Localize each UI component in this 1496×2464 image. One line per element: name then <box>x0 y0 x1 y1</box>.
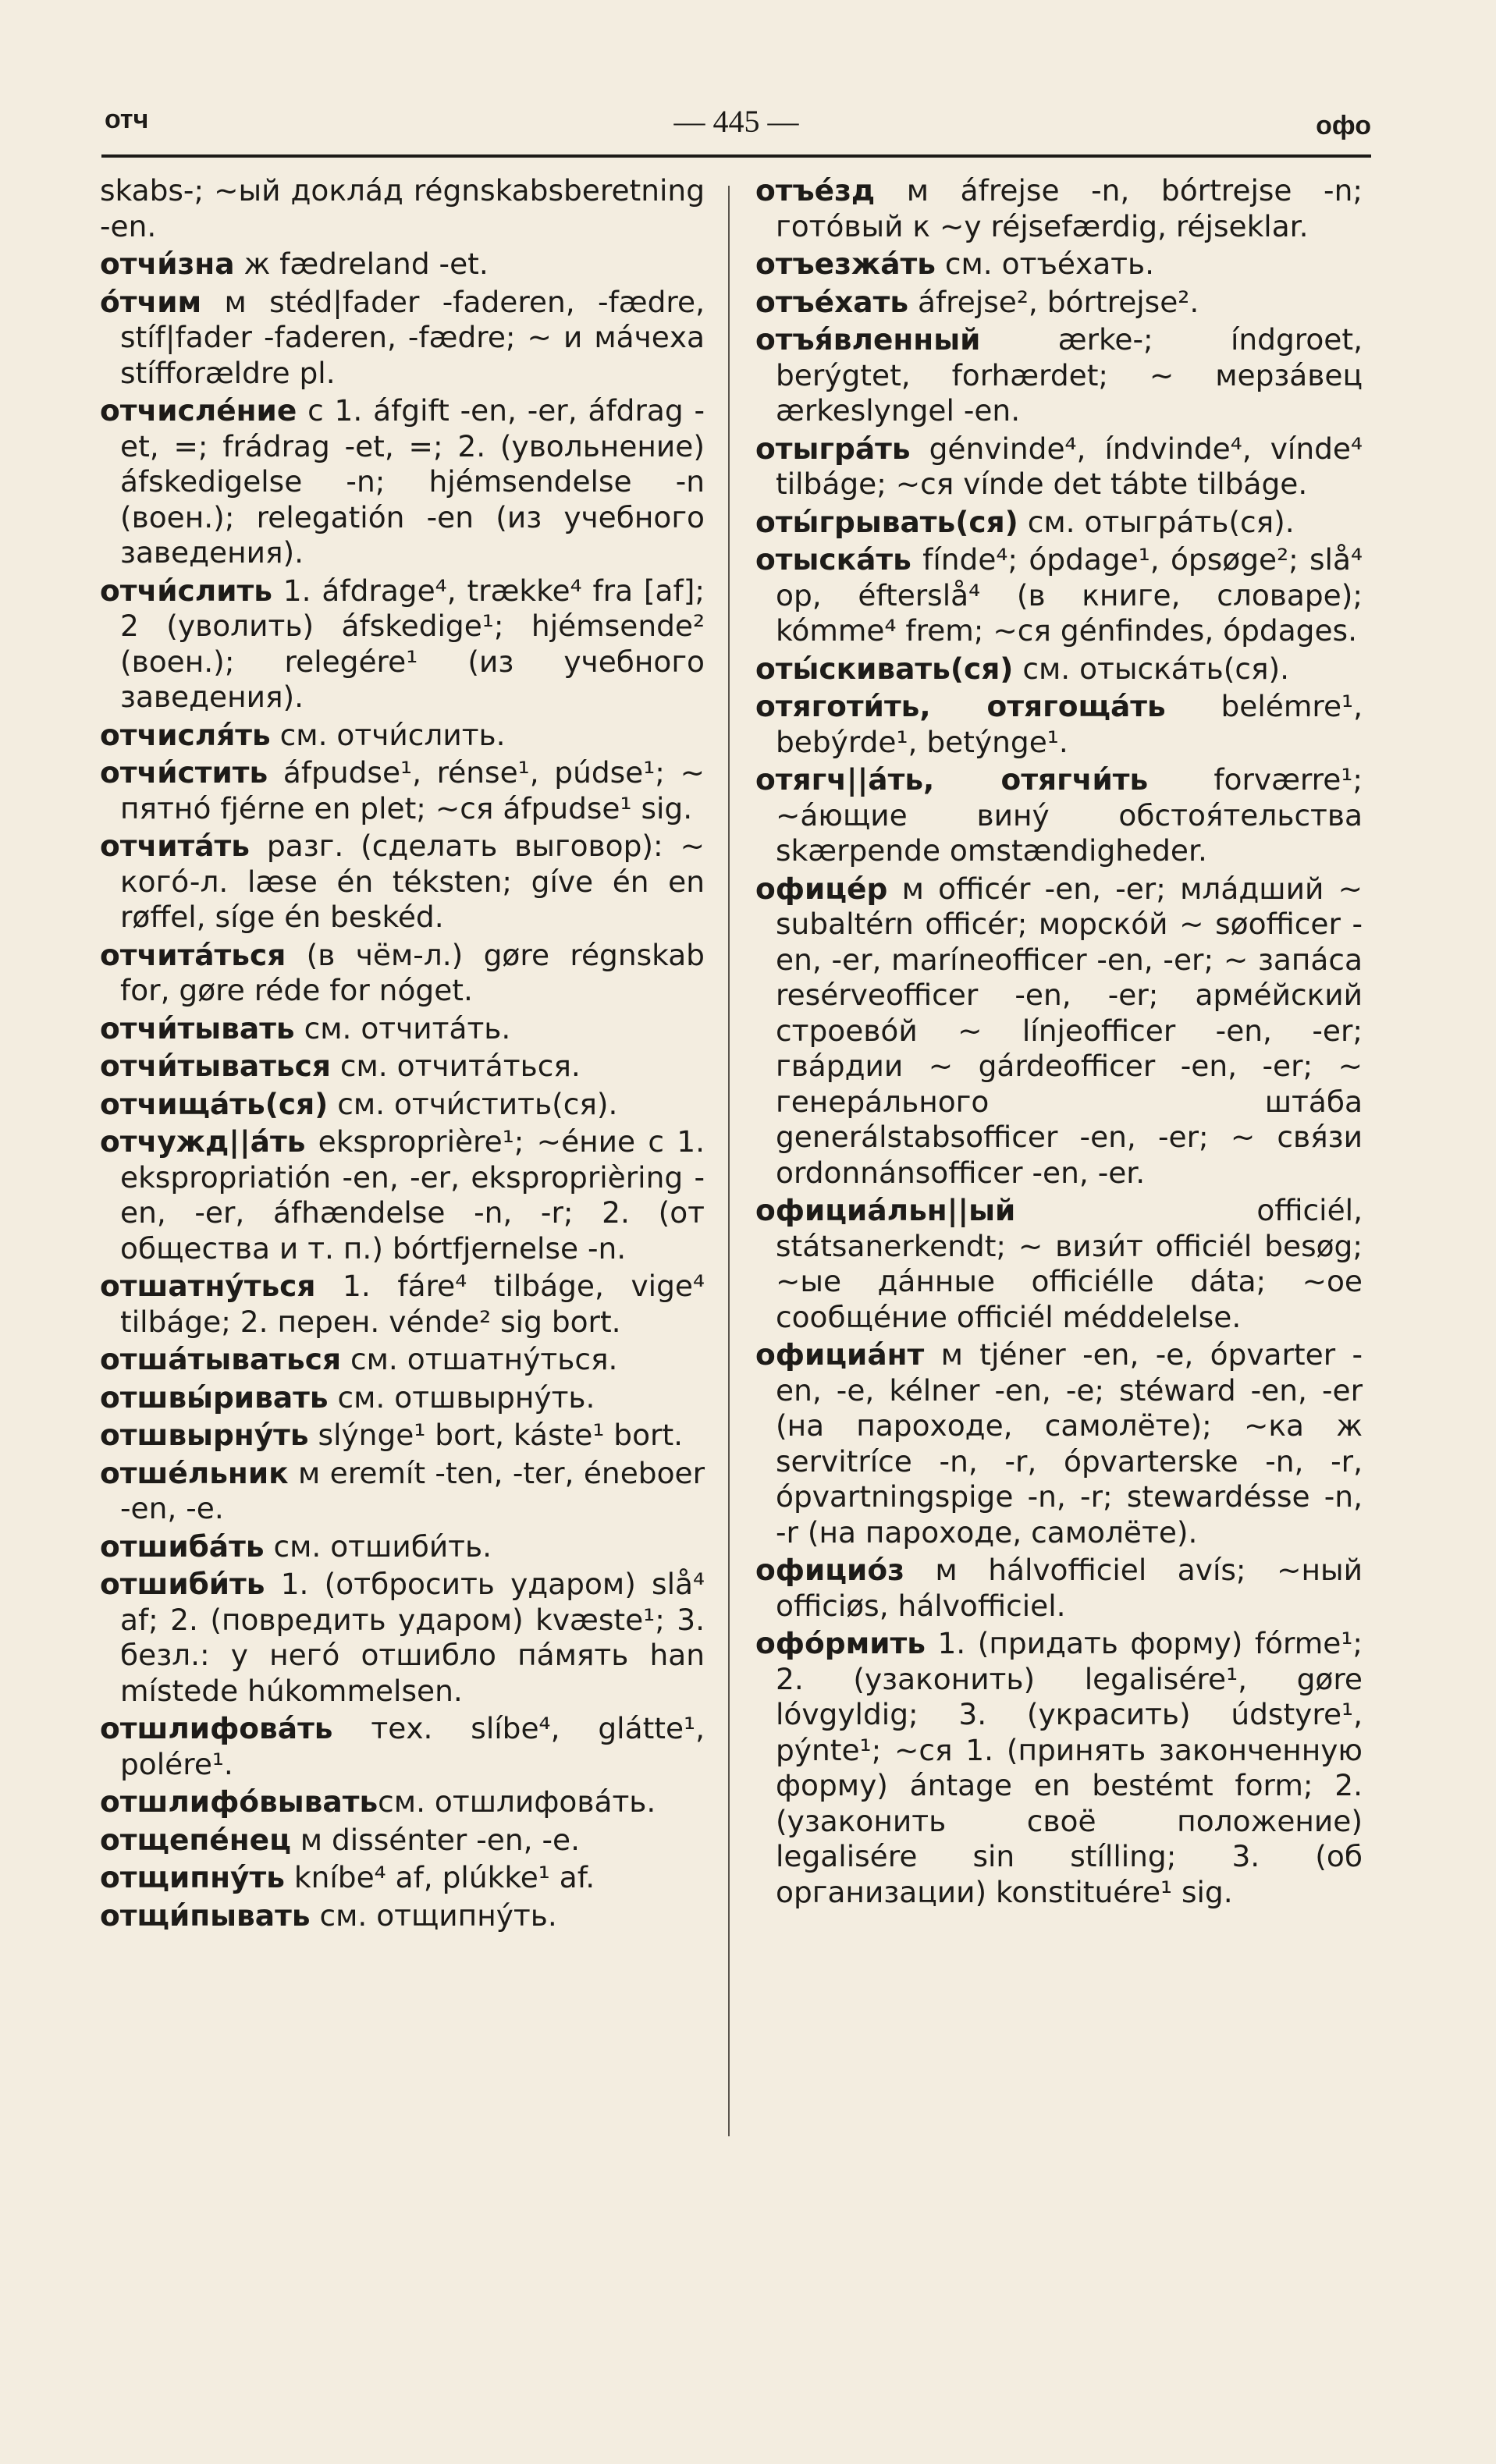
headword: офицéр <box>755 871 888 906</box>
headword: отчитáть <box>100 829 251 863</box>
dictionary-entry: отчи́тывать см. отчитáть. <box>100 1010 511 1046</box>
dictionary-entry: отъéзд м áfrejse -n, bórtrejse -n; готóвый к ~у réjsefærdig, réjseklar. <box>755 173 1363 243</box>
headword: отшéльник <box>100 1455 289 1490</box>
headword: оты́грывать(ся) <box>755 504 1018 539</box>
dictionary-entry: официáнт м tjéner -en, -e, ópvarter -en, -e, kélner -en, -e; stéward -en, -er (на пароходе, самолёте); ~ка ж servitríce -n, -r, ópvarterske -n, -r, ópvartningspige -n, -r; stewardésse -n, -r (на пароходе, самолёте). <box>755 1337 1363 1550</box>
dictionary-entry: отшлифóвыватьсм. отшлифовáть. <box>100 1784 656 1819</box>
headword: отягч||áть, отягчи́ть <box>755 762 1149 797</box>
headword: отчислéние <box>100 393 297 428</box>
dictionary-entry: официóз м hálvofficiel avís; ~ный officiøs, hálvofficiel. <box>755 1553 1363 1623</box>
dictionary-entry: офóрмить 1. (придать форму) fórme¹; 2. (узаконить) legalisére¹, gøre lóvgyldig; 3. (украсить) údstyre¹, pýnte¹; ~ся 1. (принять законченную форму) ántage en bestémt form; 2. (узаконить своё положение) legalisére sin stílling; 3. (об организации) konstituére¹ sig. <box>755 1626 1363 1909</box>
dictionary-entry: отягч||áть, отягчи́ть forværre¹; ~áющие винý обстоя́тельства skærpende omstændigheder. <box>755 762 1363 868</box>
headword: отчисля́ть <box>100 717 271 752</box>
dictionary-entry: отчужд||áть eksproprière¹; ~éние с 1. ekspropriatión -en, -er, eksproprièring -en, -er, áfhændelse -n, -r; 2. (от общества и т. п.) bórtfjernelse -n. <box>100 1124 705 1266</box>
dictionary-entry: отшáтываться см. отшатнýться. <box>100 1342 618 1376</box>
headword: отщепéнец <box>100 1822 291 1857</box>
dictionary-entry: отщи́пывать см. отщипнýть. <box>100 1898 557 1933</box>
dictionary-entry: отщепéнец м dissénter -en, -e. <box>100 1822 580 1857</box>
dictionary-entry: отшéльник м eremít -ten, -ter, éneboer -en, -e. <box>100 1455 705 1525</box>
dictionary-entry: отыгрáть génvinde⁴, índvinde⁴, vínde⁴ tilbáge; ~ся vínde det tábte tilbáge. <box>755 431 1363 501</box>
dictionary-entry: отшиби́ть 1. (отбросить ударом) slå⁴ af; 2. (повредить ударом) kvæste¹; 3. безл.: у негó отшибло пáмять han místede húkommelsen. <box>100 1567 705 1708</box>
headword: официóз <box>755 1553 904 1587</box>
dictionary-entry: отъéхать áfrejse², bórtrejse². <box>755 284 1199 319</box>
dictionary-entry: официáльн||ый officiél, státsanerkendt; ~ визи́т officiél besøg; ~ые дáнные officiélle dáta; ~ое сообщéние officiél méddelelse. <box>755 1193 1363 1334</box>
dictionary-entry: отшатнýться 1. fáre⁴ tilbáge, vige⁴ tilbáge; 2. перен. vénde² sig bort. <box>100 1269 705 1339</box>
headword: отяготи́ть, отягощáть <box>755 689 1166 723</box>
page-number: — 445 — <box>673 104 799 139</box>
dictionary-entry: отчи́стить áfpudse¹, rénse¹, púdse¹; ~ пятнó fjérne en plet; ~ся áfpudse¹ sig. <box>100 755 705 825</box>
dictionary-entry: óтчим м stéd|fader -faderen, -fædre, stíf|fader -faderen, -fædre; ~ и мáчеха stífforældre pl. <box>100 284 705 390</box>
dictionary-entry: отшибáть см. отшиби́ть. <box>100 1528 492 1564</box>
headword: отщи́пывать <box>100 1898 311 1933</box>
left-column <box>100 173 705 1936</box>
headword: отчи́зна <box>100 247 235 281</box>
dictionary-entry: оты́скивать(ся) см. отыскáть(ся). <box>755 651 1290 686</box>
headword: отчужд||áть <box>100 1124 306 1159</box>
headword: отыгрáть <box>755 431 911 466</box>
dictionary-entry: отъя́вленный ærke-; índgroet, berýgtet, forhærdet; ~ мерзáвец ærkeslyngel -en. <box>755 322 1363 428</box>
dictionary-entry: отчислéние с 1. áfgift -en, -er, áfdrag -et, =; frádrag -et, =; 2. (увольнение) áfskedigelse -n; hjémsendelse -n (воен.); relegatión -en (из учебного заведения). <box>100 393 705 570</box>
headword: отъезжáть <box>755 247 936 281</box>
dictionary-entry: отчитáть разг. (сделать выговор): ~ когó-л. læse én téksten; gíve én en røffel, síge én beskéd. <box>100 829 705 934</box>
headword: отшатнýться <box>100 1269 316 1303</box>
headword: отчищáть(ся) <box>100 1086 329 1121</box>
column-divider <box>728 186 730 2136</box>
headword: отъя́вленный <box>755 322 981 357</box>
dictionary-entry: отшвы́ривать см. отшвырнýть. <box>100 1379 595 1415</box>
dictionary-entry: skabs-; ~ый доклáд régnskabsberetning -en. <box>100 173 705 243</box>
headword: отшлифовáть <box>100 1711 333 1745</box>
headword: отшáтываться <box>100 1342 342 1376</box>
dictionary-entry: отчи́слить 1. áfdrage⁴, trække⁴ fra [af]; 2 (уволить) áfskedige¹; hjémsende² (воен.); relegére¹ (из учебного заведения). <box>100 573 705 714</box>
headword: отшвы́ривать <box>100 1379 329 1415</box>
dictionary-entry: отшлифовáть тех. slíbe⁴, glátte¹, polére¹. <box>100 1711 705 1781</box>
dictionary-entry: отыскáть fínde⁴; ópdage¹, ópsøge²; slå⁴ op, éfterslå⁴ (в книге, словаре); kómme⁴ frem; ~ся génfindes, ópdages. <box>755 542 1363 648</box>
headword: óтчим <box>100 284 202 319</box>
dictionary-entry: отчищáть(ся) см. отчи́стить(ся). <box>100 1086 618 1121</box>
headword: отчи́слить <box>100 573 272 608</box>
headword: отшлифóвывать <box>100 1784 378 1819</box>
headword: официáнт <box>755 1337 925 1372</box>
dictionary-entry: отяготи́ть, отягощáть belémre¹, bebýrde¹, betýnge¹. <box>755 689 1363 759</box>
headword: отыскáть <box>755 542 911 577</box>
guide-word-left: отч <box>105 105 149 134</box>
headword: офóрмить <box>755 1626 926 1660</box>
dictionary-entry: отчи́зна ж fædreland -et. <box>100 247 489 281</box>
dictionary-entry: оты́грывать(ся) см. отыгрáть(ся). <box>755 504 1295 539</box>
headword: оты́скивать(ся) <box>755 651 1014 686</box>
dictionary-entry: отчисля́ть см. отчи́слить. <box>100 717 506 752</box>
guide-word-right: офо <box>1316 111 1371 140</box>
headword: отщипнýть <box>100 1860 285 1894</box>
dictionary-entry: отшвырнýть slýnge¹ bort, káste¹ bort. <box>100 1418 684 1452</box>
headword: отъéхать <box>755 284 909 319</box>
dictionary-entry: отщипнýть kníbe⁴ af, plúkke¹ af. <box>100 1860 595 1894</box>
headword: отчи́тываться <box>100 1049 331 1083</box>
headword: официáльн||ый <box>755 1193 1016 1227</box>
running-head <box>101 100 1371 158</box>
dictionary-entry: отчитáться (в чём-л.) gøre régnskab for, gøre réde for nóget. <box>100 937 705 1007</box>
headword: отчитáться <box>100 937 286 972</box>
dictionary-entry: отъезжáть см. отъéхать. <box>755 247 1155 281</box>
headword: отшиби́ть <box>100 1567 265 1601</box>
right-column <box>755 173 1363 1912</box>
headword: отшибáть <box>100 1528 265 1564</box>
headword: отъéзд <box>755 173 876 208</box>
dictionary-entry: отчи́тываться см. отчитáться. <box>100 1049 581 1083</box>
dictionary-entry: офицéр м officér -en, -er; млáдший ~ subaltérn officér; морскóй ~ søofficer -en, -er, maríneofficer -en, -er; ~ запáса resérveofficer -en, -er; армéйский строевóй ~ línjeofficer -en, -er; гвáрдии ~ gárdeofficer -en, -er; ~ генерáльного штáба generálstabsofficer -en, -er; ~ свя́зи ordonnánsofficer -en, -er. <box>755 871 1363 1190</box>
headword: отчи́тывать <box>100 1010 295 1046</box>
headword: отчи́стить <box>100 755 268 790</box>
headword: отшвырнýть <box>100 1418 309 1452</box>
